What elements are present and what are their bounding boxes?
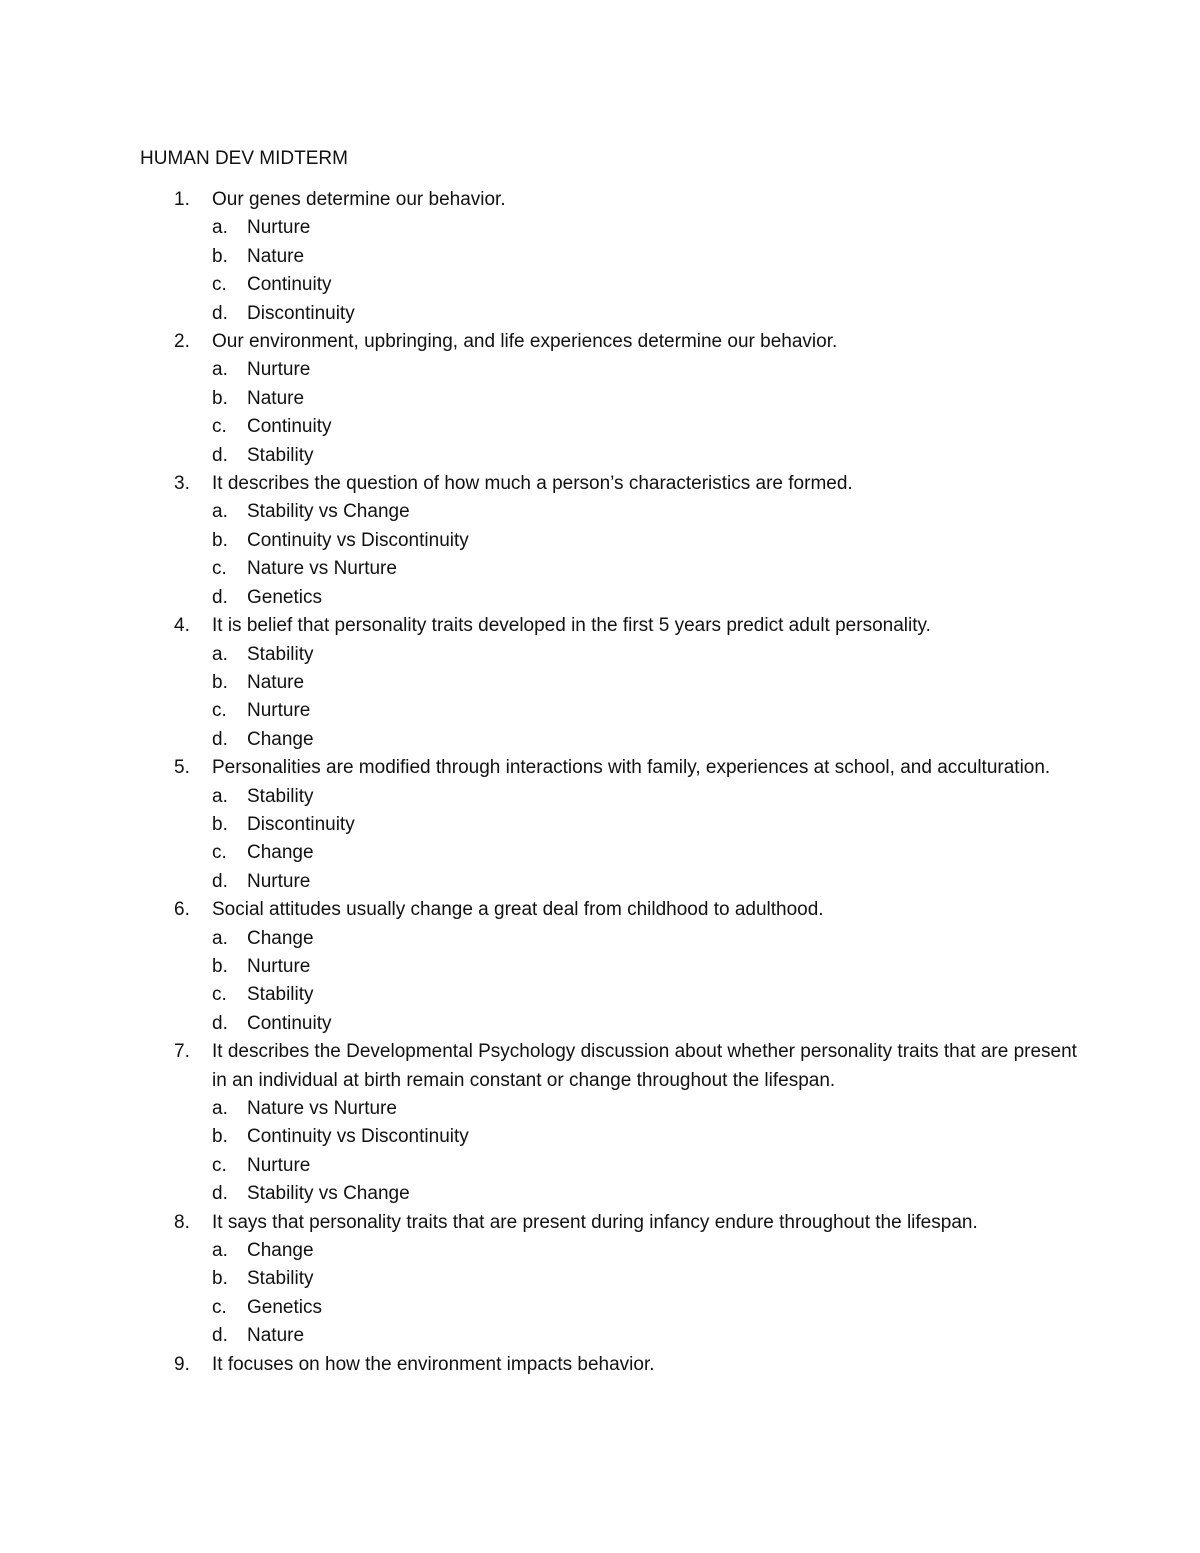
option-text: Discontinuity <box>247 302 355 324</box>
option-text: Continuity <box>247 1012 332 1034</box>
question-7 <box>140 1038 1080 1095</box>
option-letter: d. <box>212 728 228 750</box>
question-9 <box>140 1351 1080 1379</box>
answer-option <box>140 981 1080 1009</box>
answer-option <box>140 300 1080 328</box>
option-text: Nurture <box>247 217 311 239</box>
answer-option <box>140 1010 1080 1038</box>
option-letter: c. <box>212 274 227 296</box>
question-5 <box>140 754 1080 782</box>
option-text: Stability <box>247 984 314 1006</box>
answer-option <box>140 214 1080 242</box>
answer-option <box>140 1322 1080 1350</box>
option-letter: b. <box>212 955 228 977</box>
option-letter: b. <box>212 671 228 693</box>
answer-option <box>140 498 1080 526</box>
question-2 <box>140 328 1080 356</box>
question-4 <box>140 612 1080 640</box>
question-text: It describes the question of how much a person’s characteristics are formed. <box>212 473 853 495</box>
document-title: HUMAN DEV MIDTERM <box>140 148 348 169</box>
option-text: Change <box>247 842 314 864</box>
option-text: Stability vs Change <box>247 1183 410 1205</box>
answer-option <box>140 1095 1080 1123</box>
option-letter: d. <box>212 1183 228 1205</box>
question-number: 3. <box>174 473 190 495</box>
option-text: Stability vs Change <box>247 501 410 523</box>
option-letter: b. <box>212 1268 228 1290</box>
answer-option <box>140 527 1080 555</box>
answer-option <box>140 697 1080 725</box>
option-letter: a. <box>212 1240 228 1262</box>
option-letter: b. <box>212 245 228 267</box>
question-text: It is belief that personality traits developed in the first 5 years predict adult personality. <box>212 615 931 637</box>
option-letter: b. <box>212 529 228 551</box>
question-1 <box>140 186 1080 214</box>
answer-option <box>140 584 1080 612</box>
option-letter: d. <box>212 444 228 466</box>
question-text: Personalities are modified through interactions with family, experiences at school, and acculturation. <box>212 757 1051 779</box>
question-text: It describes the Developmental Psychology discussion about whether personality traits that are present in an individual at birth remain constant or change throughout the lifespan. <box>212 1041 1077 1091</box>
question-number: 2. <box>174 331 190 353</box>
answer-option <box>140 839 1080 867</box>
question-list <box>140 186 1080 1379</box>
answer-option <box>140 1180 1080 1208</box>
option-text: Change <box>247 1240 314 1262</box>
option-text: Nature <box>247 671 305 693</box>
option-letter: d. <box>212 870 228 892</box>
option-text: Stability <box>247 643 314 665</box>
answer-option <box>140 1152 1080 1180</box>
answer-option <box>140 243 1080 271</box>
question-number: 1. <box>174 189 190 210</box>
option-letter: c. <box>212 984 227 1006</box>
question-number: 4. <box>174 615 190 637</box>
option-text: Stability <box>247 444 314 466</box>
answer-option <box>140 783 1080 811</box>
option-text: Nature <box>247 387 305 409</box>
option-letter: b. <box>212 387 228 409</box>
option-letter: d. <box>212 1012 228 1034</box>
question-8 <box>140 1209 1080 1237</box>
option-letter: c. <box>212 700 227 722</box>
question-number: 5. <box>174 757 190 779</box>
question-text: It says that personality traits that are present during infancy endure throughout the lifespan. <box>212 1211 978 1233</box>
option-letter: a. <box>212 501 228 523</box>
option-letter: c. <box>212 1154 227 1176</box>
option-text: Nurture <box>247 1154 311 1176</box>
option-letter: a. <box>212 927 228 949</box>
option-letter: c. <box>212 558 227 580</box>
option-text: Nature <box>247 245 305 267</box>
option-letter: d. <box>212 302 228 324</box>
option-text: Continuity vs Discontinuity <box>247 1126 469 1148</box>
option-text: Nature vs Nurture <box>247 558 397 580</box>
answer-option <box>140 1294 1080 1322</box>
option-letter: b. <box>212 1126 228 1148</box>
option-letter: c. <box>212 1296 227 1318</box>
question-number: 6. <box>174 899 190 921</box>
option-letter: a. <box>212 643 228 665</box>
option-text: Genetics <box>247 586 322 608</box>
answer-option <box>140 356 1080 384</box>
option-text: Nurture <box>247 870 311 892</box>
answer-option <box>140 1265 1080 1293</box>
question-text: It focuses on how the environment impacts behavior. <box>212 1353 655 1375</box>
option-text: Nurture <box>247 359 311 381</box>
question-number: 8. <box>174 1211 190 1233</box>
option-text: Change <box>247 728 314 750</box>
option-text: Nature <box>247 1325 305 1347</box>
option-letter: a. <box>212 785 228 807</box>
answer-option <box>140 1237 1080 1265</box>
question-3 <box>140 470 1080 498</box>
question-number: 7. <box>174 1041 190 1063</box>
answer-option <box>140 442 1080 470</box>
question-number: 9. <box>174 1353 190 1375</box>
option-letter: c. <box>212 842 227 864</box>
option-letter: c. <box>212 416 227 438</box>
answer-option <box>140 271 1080 299</box>
option-text: Genetics <box>247 1296 322 1318</box>
option-text: Nurture <box>247 955 311 977</box>
option-letter: d. <box>212 586 228 608</box>
answer-option <box>140 953 1080 981</box>
option-letter: a. <box>212 217 228 239</box>
option-text: Nature vs Nurture <box>247 1098 397 1119</box>
option-text: Stability <box>247 785 314 807</box>
option-text: Continuity <box>247 416 332 438</box>
option-text: Stability <box>247 1268 314 1290</box>
option-text: Continuity <box>247 274 332 296</box>
option-text: Nurture <box>247 700 311 722</box>
option-text: Continuity vs Discontinuity <box>247 529 469 551</box>
answer-option <box>140 641 1080 669</box>
option-letter: d. <box>212 1325 228 1347</box>
option-letter: a. <box>212 1098 228 1119</box>
answer-option <box>140 811 1080 839</box>
answer-option <box>140 868 1080 896</box>
answer-option <box>140 1123 1080 1151</box>
answer-option <box>140 555 1080 583</box>
answer-option <box>140 925 1080 953</box>
answer-option <box>140 726 1080 754</box>
answer-option <box>140 413 1080 441</box>
question-6 <box>140 896 1080 924</box>
question-text: Our genes determine our behavior. <box>212 189 506 210</box>
option-text: Change <box>247 927 314 949</box>
question-text: Our environment, upbringing, and life experiences determine our behavior. <box>212 331 838 353</box>
option-text: Discontinuity <box>247 813 355 835</box>
option-letter: b. <box>212 813 228 835</box>
answer-option <box>140 385 1080 413</box>
question-text: Social attitudes usually change a great deal from childhood to adulthood. <box>212 899 824 921</box>
answer-option <box>140 669 1080 697</box>
option-letter: a. <box>212 359 228 381</box>
